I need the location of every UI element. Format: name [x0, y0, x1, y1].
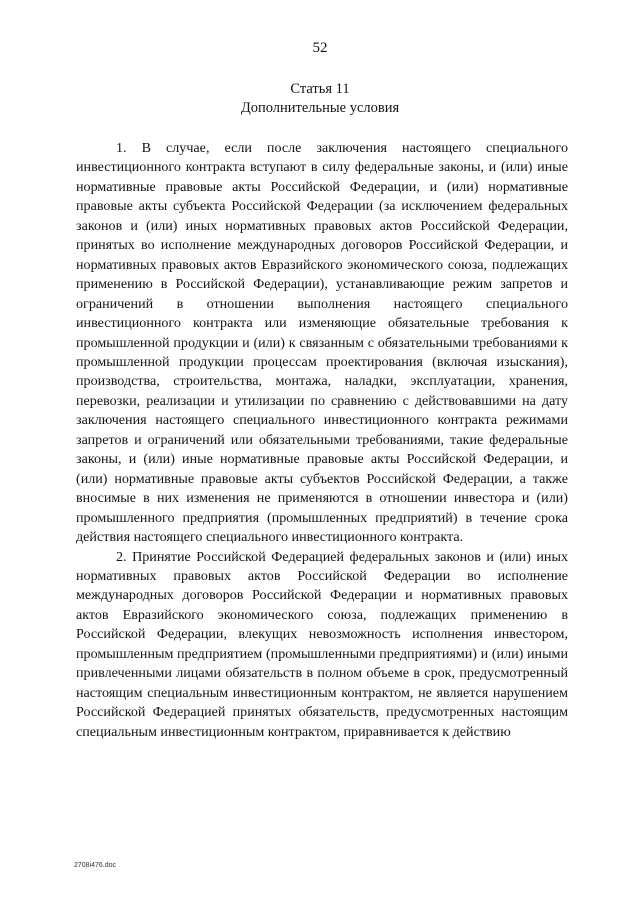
article-title: Статья 11	[290, 81, 350, 97]
article-heading	[0, 80, 640, 118]
page-number: 52	[312, 40, 328, 56]
paragraph-2: 2. Принятие Российской Федерацией федеральных законов и (или) иных нормативных правовых актов Российской Федерации во исполнение международных договоров Российской Федерации и нормативных правовых актов Евразийского экономического союза, подлежащих применению в Российской Федерации, влекущих невозможность исполнения инвестором, промышленным предприятием (промышленными предприятиями) и (или) иными привлеченными лицами обязательств в полном объеме в срок, предусмотренный настоящим специальным инвестиционным контрактом, не является нарушением Российской Федерацией принятых обязательств, предусмотренных настоящим специальным инвестиционным контрактом, приравнивается к действию	[76, 548, 568, 740]
footer-file-reference: 2708i476.doc	[74, 862, 117, 869]
paragraph-1: 1. В случае, если после заключения настоящего специального инвестиционного контракта вступают в силу федеральные законы, и (или) иные нормативные правовые акты Российской Федерации, и (или) нормативные правовые акты субъекта Российской Федерации (за исключением федеральных законов и (или) иных нормативных правовых актов Российской Федерации, принятых во исполнение международных договоров Российской Федерации, и нормативных правовых актов Евразийского экономического союза, подлежащих применению в Российской Федерации), устанавливающие режим запретов и ограничений в отношении выполнения настоящего специального инвестиционного контракта или изменяющие обязательные требования к промышленной продукции и (или) к связанным с обязательными требованиями к промышленной продукции процессам проектирования (включая изыскания), производства, строительства, монтажа, наладки, эксплуатации, хранения, перевозки, реализации и утилизации по сравнению с действовавшими на дату заключения настоящего специального инвестиционного контракта режимами запретов и ограничений или обязательными требованиями, такие федеральные законы, и (или) иные нормативные правовые акты Российской Федерации, и (или) нормативные правовые акты субъектов Российской Федерации, а также вносимые в них изменения не применяются в отношении инвестора и (или) промышленного предприятия (промышленных предприятий) в течение срока действия настоящего специального инвестиционного контракта.	[76, 140, 568, 546]
article-subtitle: Дополнительные условия	[240, 100, 400, 116]
document-body	[76, 139, 568, 742]
